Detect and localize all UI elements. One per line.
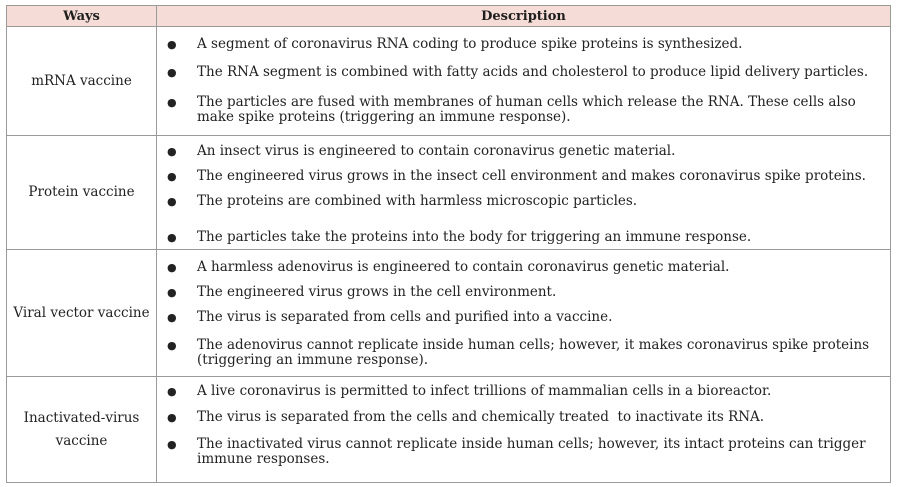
list-item: ● The engineered virus grows in the insect cell environment and makes coronavirus spike proteins. bbox=[167, 168, 866, 184]
bullet-icon: ● bbox=[167, 96, 177, 109]
table-header-row bbox=[7, 6, 890, 27]
description-cell bbox=[157, 136, 890, 249]
list-item: ● The engineered virus grows in the cell environment. bbox=[167, 284, 557, 300]
bullet-icon: ● bbox=[167, 339, 177, 352]
table-row bbox=[7, 377, 890, 482]
bullet-icon: ● bbox=[167, 311, 177, 324]
list-item: ● A segment of coronavirus RNA coding to produce spike proteins is synthesized. bbox=[167, 36, 743, 52]
list-item: ● The virus is separated from the cells and chemically treated to inactivate its RNA. bbox=[167, 409, 765, 425]
list-item: ● The particles take the proteins into the body for triggering an immune response. bbox=[167, 229, 752, 245]
description-cell bbox=[157, 250, 890, 376]
way-cell: mRNA vaccine bbox=[7, 27, 157, 135]
description-cell bbox=[157, 27, 890, 135]
table-row bbox=[7, 250, 890, 377]
table-row bbox=[7, 136, 890, 250]
table-row bbox=[7, 27, 890, 136]
bullet-icon: ● bbox=[167, 145, 177, 158]
bullet-icon: ● bbox=[167, 195, 177, 208]
bullet-icon: ● bbox=[167, 385, 177, 398]
list-item: ● The particles are fused with membranes of human cells which release the RNA. These cells also make spike proteins (triggering an immune response). bbox=[167, 94, 856, 125]
list-item: ● The proteins are combined with harmless microscopic particles. bbox=[167, 193, 638, 209]
list-item: ● A harmless adenovirus is engineered to contain coronavirus genetic material. bbox=[167, 259, 730, 275]
bullet-icon: ● bbox=[167, 231, 177, 244]
way-cell: Protein vaccine bbox=[7, 136, 157, 249]
description-cell bbox=[157, 377, 890, 482]
vaccine-ways-table bbox=[6, 5, 891, 483]
bullet-icon: ● bbox=[167, 411, 177, 424]
bullet-icon: ● bbox=[167, 66, 177, 79]
list-item: ● The virus is separated from cells and purified into a vaccine. bbox=[167, 309, 613, 325]
list-item: ● A live coronavirus is permitted to infect trillions of mammalian cells in a bioreactor. bbox=[167, 383, 772, 399]
bullet-icon: ● bbox=[167, 438, 177, 451]
list-item: ● The adenovirus cannot replicate inside human cells; however, it makes coronavirus spike proteins (triggering an immune response). bbox=[167, 337, 870, 368]
header-ways: Ways bbox=[7, 6, 157, 26]
list-item: ● An insect virus is engineered to contain coronavirus genetic material. bbox=[167, 143, 676, 159]
list-item: ● The RNA segment is combined with fatty acids and cholesterol to produce lipid delivery particles. bbox=[167, 64, 869, 80]
header-description: Description bbox=[481, 8, 566, 24]
bullet-icon: ● bbox=[167, 286, 177, 299]
bullet-icon: ● bbox=[167, 170, 177, 183]
way-cell: Viral vector vaccine bbox=[7, 250, 157, 376]
bullet-icon: ● bbox=[167, 38, 177, 51]
way-cell: Inactivated-virus vaccine bbox=[7, 377, 157, 482]
bullet-icon: ● bbox=[167, 261, 177, 274]
list-item: ● The inactivated virus cannot replicate inside human cells; however, its intact proteins can trigger immune responses. bbox=[167, 436, 866, 467]
